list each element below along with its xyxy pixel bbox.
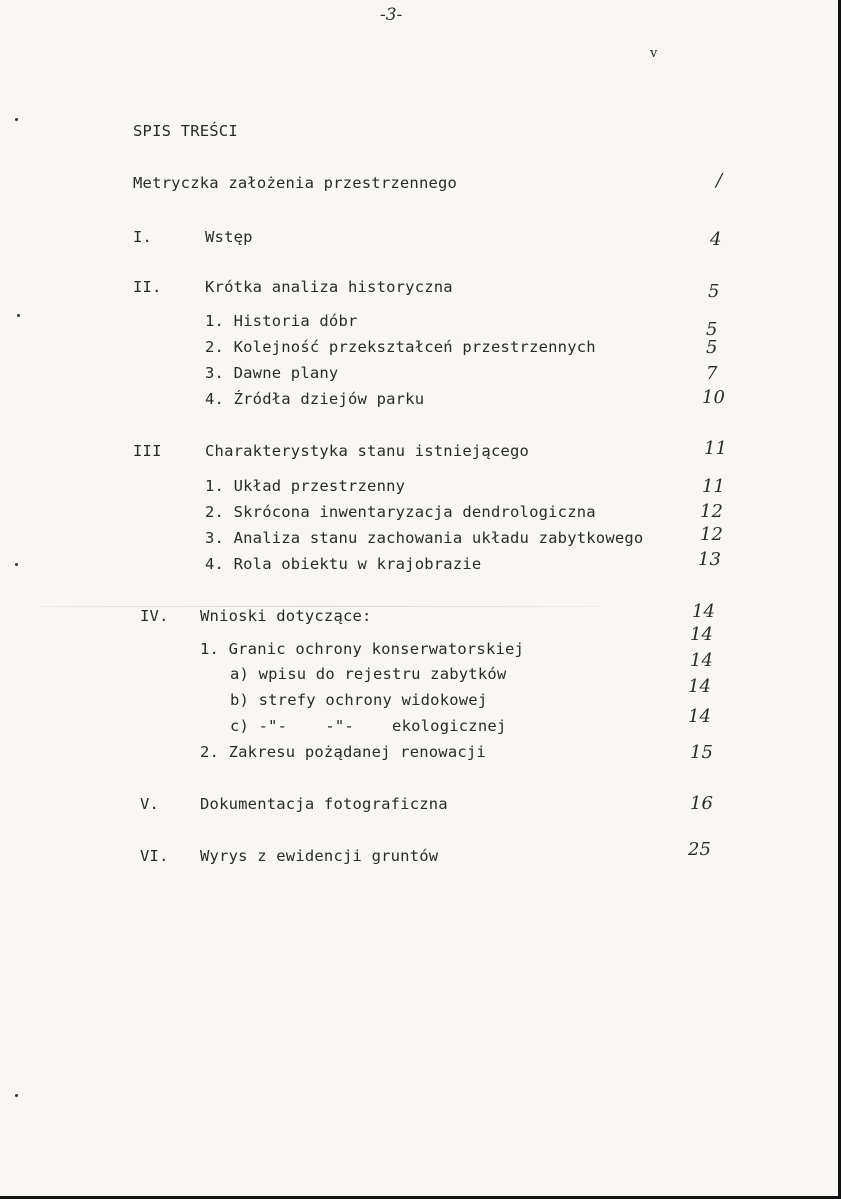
punch-mark — [15, 118, 18, 121]
toc-page-number: 5 — [706, 337, 718, 358]
toc-section-label: Wnioski dotyczące: — [200, 607, 372, 625]
toc-page-number: 16 — [690, 793, 713, 814]
toc-subentry-label: 1. Granic ochrony konserwatorskiej — [200, 640, 525, 658]
punch-mark — [17, 314, 20, 317]
toc-section-number: VI. — [140, 847, 169, 865]
toc-page-number: 11 — [702, 476, 725, 497]
page-number-marker: -3- — [380, 5, 403, 25]
toc-subentry-label: 3. Analiza stanu zachowania układu zabytkowego — [205, 529, 644, 547]
toc-subentry-label: 1. Historia dóbr — [205, 312, 358, 330]
toc-section-label: Wyrys z ewidencji gruntów — [200, 847, 439, 865]
toc-page-number: 14 — [688, 706, 711, 727]
toc-section-number: III — [133, 442, 162, 460]
toc-heading: SPIS TREŚCI — [133, 122, 238, 140]
toc-subentry-label: 2. Kolejność przekształceń przestrzennych — [205, 338, 596, 356]
toc-page-number: 14 — [690, 650, 713, 671]
toc-subentry-label: 4. Rola obiektu w krajobrazie — [205, 555, 482, 573]
toc-page-number: 11 — [704, 438, 727, 459]
punch-mark — [15, 563, 18, 566]
toc-page-number: 10 — [702, 387, 725, 408]
toc-page-number: 12 — [700, 501, 723, 522]
toc-section-number: V. — [140, 795, 160, 813]
toc-page-number: 5 — [708, 281, 720, 302]
toc-subentry-label: c) -"- -"- ekologicznej — [230, 717, 507, 735]
toc-subentry-label: 2. Zakresu pożądanej renowacji — [200, 743, 486, 761]
toc-page-number: 14 — [690, 624, 713, 645]
toc-subentry-label: 2. Skrócona inwentaryzacja dendrologiczna — [205, 503, 596, 521]
toc-page-number: / — [716, 170, 723, 191]
toc-subentry-label: 1. Układ przestrzenny — [205, 477, 406, 495]
toc-entry-label: Metryczka założenia przestrzennego — [133, 174, 458, 192]
toc-page-number: 14 — [692, 601, 715, 622]
toc-section-label: Dokumentacja fotograficzna — [200, 795, 448, 813]
toc-page-number: 7 — [706, 363, 718, 384]
toc-page-number: 4 — [710, 229, 722, 250]
toc-section-number: IV. — [140, 607, 169, 625]
check-mark: v — [650, 46, 658, 61]
toc-section-number: II. — [133, 278, 162, 296]
toc-page-number: 5 — [706, 319, 718, 340]
toc-page-number: 14 — [688, 676, 711, 697]
toc-section-number: I. — [133, 228, 153, 246]
toc-subentry-label: 3. Dawne plany — [205, 364, 339, 382]
toc-subentry-label: a) wpisu do rejestru zabytków — [230, 665, 507, 683]
toc-subentry-label: 4. Źródła dziejów parku — [205, 390, 425, 408]
toc-section-label: Krótka analiza historyczna — [205, 278, 453, 296]
toc-section-label: Charakterystyka stanu istniejącego — [205, 442, 530, 460]
toc-section-label: Wstęp — [205, 228, 253, 246]
toc-page-number: 12 — [700, 524, 723, 545]
toc-subentry-label: b) strefy ochrony widokowej — [230, 691, 488, 709]
toc-page-number: 13 — [698, 549, 721, 570]
toc-page-number: 25 — [688, 839, 711, 860]
toc-page-number: 15 — [690, 742, 713, 763]
punch-mark — [15, 1094, 18, 1097]
